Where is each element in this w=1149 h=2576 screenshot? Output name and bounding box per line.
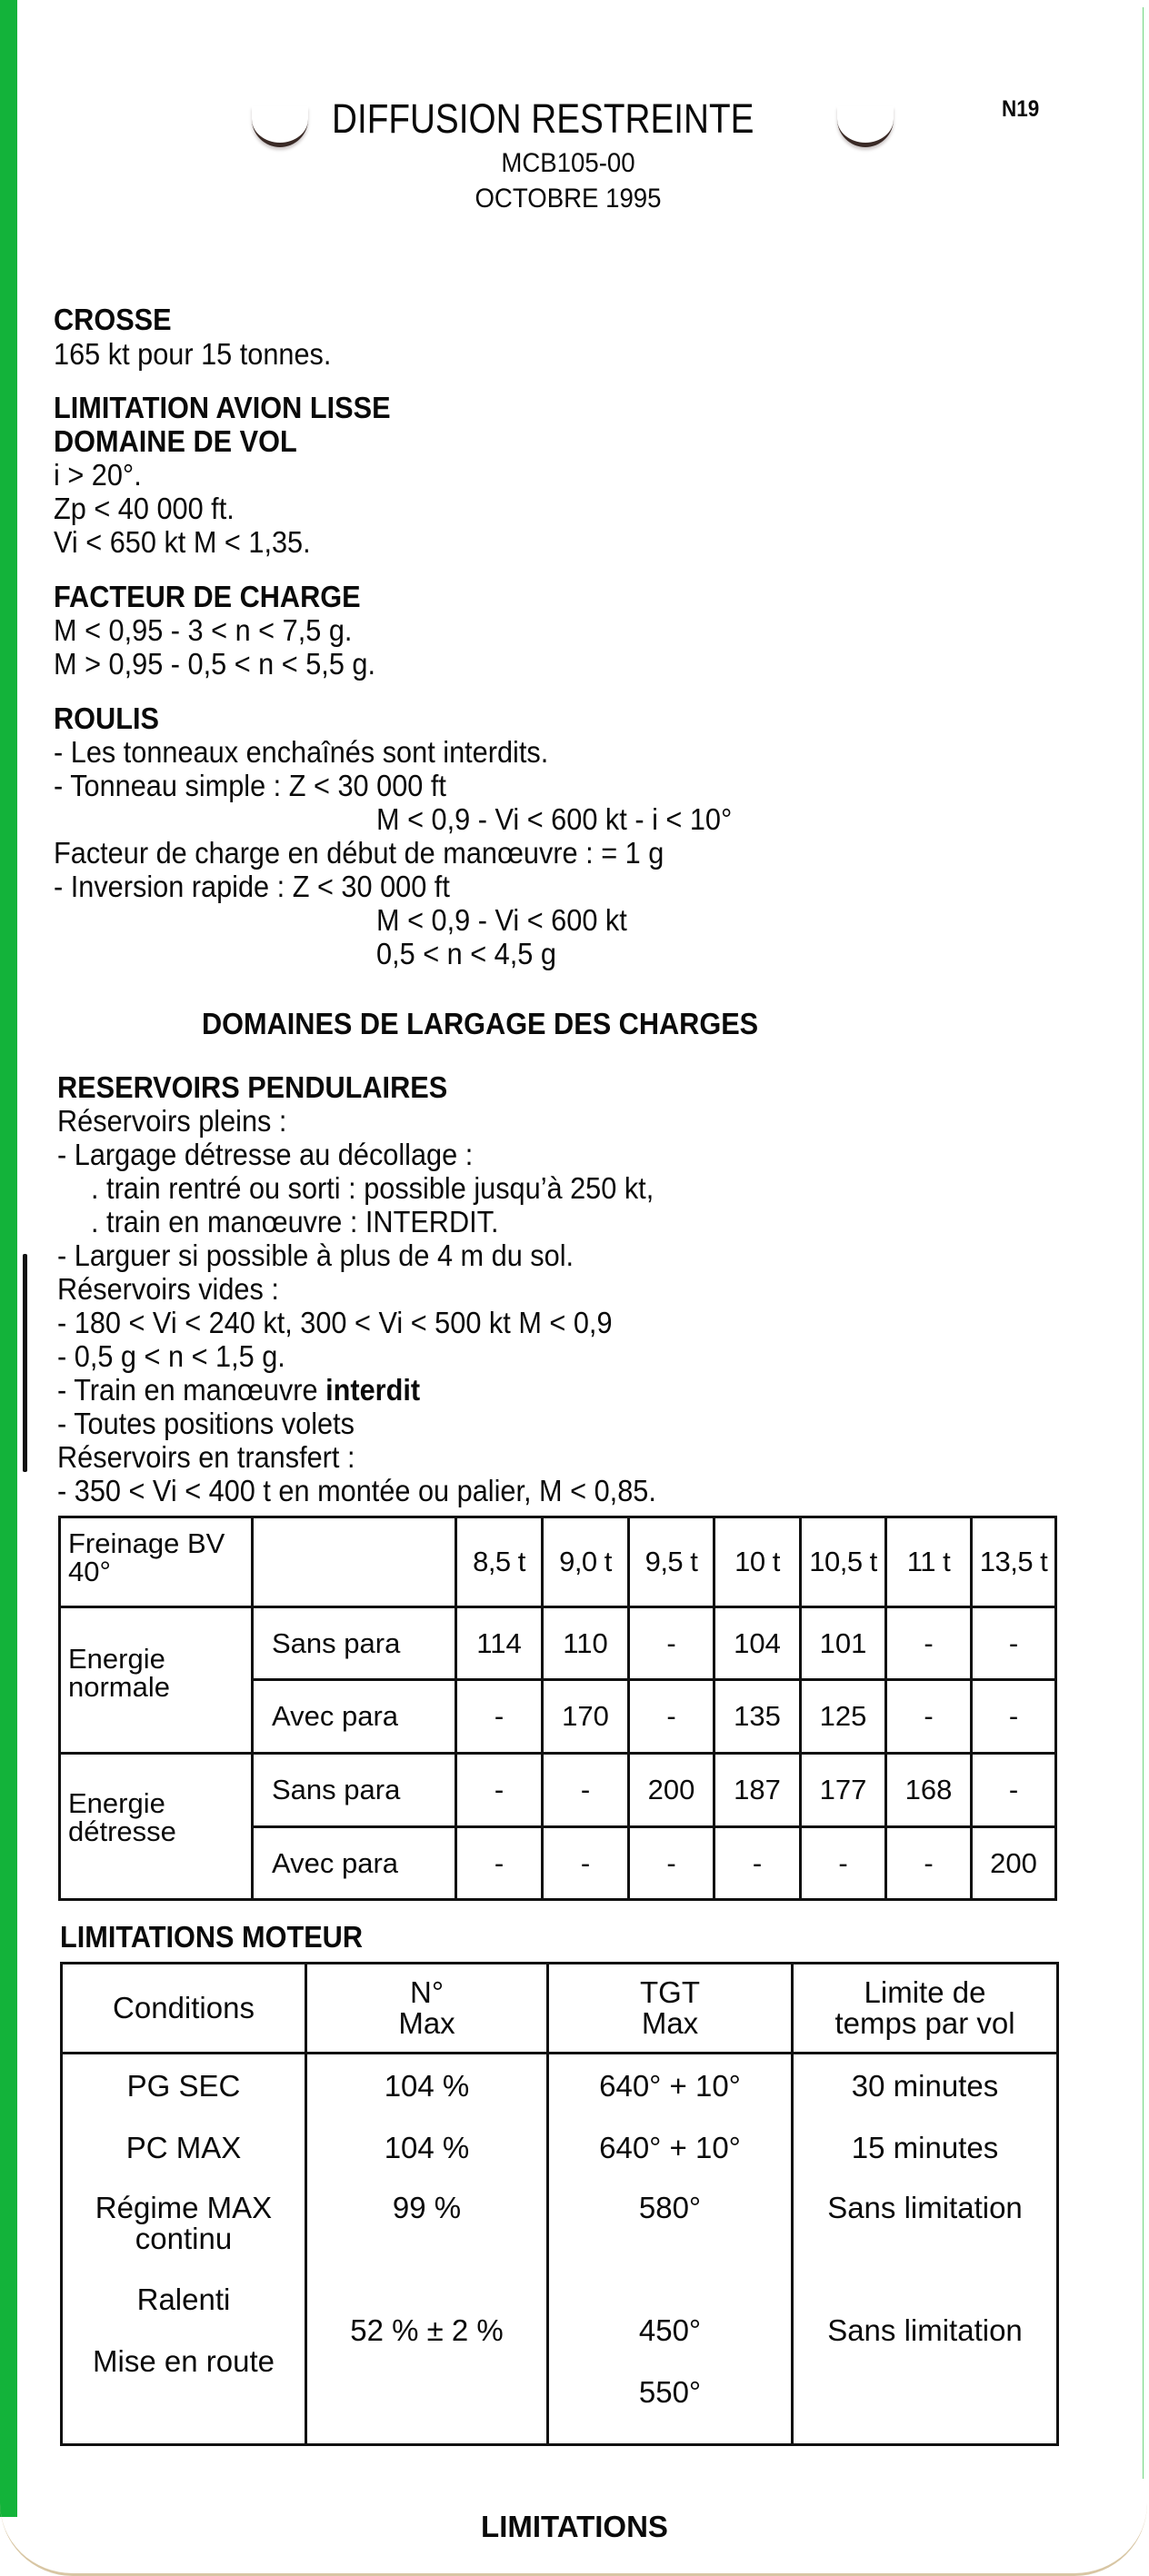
- table-cell: 170: [543, 1680, 629, 1754]
- freinage-table: [58, 1516, 1057, 1901]
- table-cell: -: [972, 1607, 1056, 1680]
- table-cell: 177: [801, 1754, 886, 1827]
- n-max-value: 104 %: [384, 2131, 470, 2164]
- footer-section-label: LIMITATIONS: [481, 2510, 668, 2543]
- group-label-energie-normale: Energie normale: [60, 1607, 253, 1754]
- green-edge-strip: [0, 0, 17, 2517]
- n-max-value: 52 % ± 2 %: [350, 2313, 504, 2347]
- table-cell: -: [456, 1680, 543, 1754]
- table-cell: -: [629, 1680, 714, 1754]
- header-limite-temps: Limite de temps par vol: [793, 1964, 1058, 2054]
- tgt-value: 580°: [638, 2191, 702, 2224]
- document-date: OCTOBRE 1995: [475, 184, 662, 214]
- roulis-line: M < 0,9 - Vi < 600 kt: [376, 903, 627, 937]
- row-label: Sans para: [253, 1607, 456, 1680]
- largage-line: . train rentré ou sorti : possible jusqu’à 250 kt,: [91, 1171, 654, 1205]
- table-cell: 200: [629, 1754, 714, 1827]
- table-cell: -: [629, 1607, 714, 1680]
- weight-column-header: 11 t: [886, 1517, 972, 1607]
- table-cell: -: [714, 1827, 801, 1900]
- table-cell: -: [972, 1680, 1056, 1754]
- limite-value: 30 minutes: [851, 2069, 999, 2103]
- freinage-empty-header: [253, 1517, 456, 1607]
- table-cell: 125: [801, 1680, 886, 1754]
- weight-column-header: 9,5 t: [629, 1517, 714, 1607]
- largage-line: Réservoirs en transfert :: [57, 1440, 355, 1474]
- table-cell: -: [543, 1827, 629, 1900]
- n-max-column: [306, 2054, 548, 2445]
- row-label: Avec para: [253, 1680, 456, 1754]
- table-cell: -: [456, 1827, 543, 1900]
- freinage-corner-cell: Freinage BV 40°: [60, 1517, 253, 1607]
- table-cell: -: [972, 1754, 1056, 1827]
- weight-column-header: 13,5 t: [972, 1517, 1056, 1607]
- table-cell: 168: [886, 1754, 972, 1827]
- table-cell: 104: [714, 1607, 801, 1680]
- group-label-energie-detresse: Energie détresse: [60, 1754, 253, 1900]
- table-cell: 101: [801, 1607, 886, 1680]
- limite-value: Sans limitation: [827, 2313, 1023, 2347]
- largage-line: . train en manœuvre : INTERDIT.: [91, 1205, 499, 1238]
- revision-change-bar: [23, 1254, 27, 1472]
- condition-regime-max: Régime MAX continu: [95, 2191, 273, 2255]
- tgt-value: 640° + 10°: [599, 2069, 741, 2103]
- row-label: Sans para: [253, 1754, 456, 1827]
- subheading-reservoirs-pendulaires: RESERVOIRS PENDULAIRES: [57, 1070, 448, 1104]
- tgt-max-column: [548, 2054, 793, 2445]
- largage-line: Réservoirs pleins :: [57, 1104, 287, 1138]
- roulis-line: - Tonneau simple : Z < 30 000 ft: [54, 769, 446, 802]
- punch-hole-left-icon: [252, 106, 308, 147]
- table-cell: -: [886, 1680, 972, 1754]
- document-code: MCB105-00: [501, 148, 635, 178]
- classification-title: DIFFUSION RESTREINTE: [332, 95, 754, 142]
- facteur-charge-line: M > 0,95 - 0,5 < n < 5,5 g.: [54, 647, 376, 681]
- table-cell: -: [801, 1827, 886, 1900]
- avion-lisse-line: Vi < 650 kt M < 1,35.: [54, 525, 311, 559]
- subheading-domaine-de-vol: DOMAINE DE VOL: [54, 424, 297, 458]
- largage-line: Réservoirs vides :: [57, 1272, 279, 1306]
- largage-line: - 350 < Vi < 400 t en montée ou palier, M < 0,85.: [57, 1474, 656, 1507]
- weight-column-header: 10,5 t: [801, 1517, 886, 1607]
- condition-pc-max: PC MAX: [125, 2131, 242, 2164]
- table-cell: -: [886, 1607, 972, 1680]
- header-n-max: N° Max: [306, 1964, 548, 2054]
- roulis-line: 0,5 < n < 4,5 g: [376, 937, 556, 970]
- moteur-body: [62, 2054, 1058, 2445]
- condition-ralenti-mise-en-route: Ralenti Mise en route: [93, 2283, 275, 2378]
- weight-column-header: 10 t: [714, 1517, 801, 1607]
- facteur-charge-line: M < 0,95 - 3 < n < 7,5 g.: [54, 613, 353, 647]
- roulis-line: - Inversion rapide : Z < 30 000 ft: [54, 870, 450, 903]
- table-row: [60, 1754, 1056, 1827]
- table-row: [60, 1607, 1056, 1680]
- largage-line: [57, 1373, 420, 1407]
- table-cell: 110: [543, 1607, 629, 1680]
- largage-line: - 0,5 g < n < 1,5 g.: [57, 1339, 285, 1373]
- roulis-line: M < 0,9 - Vi < 600 kt - i < 10°: [376, 802, 733, 836]
- table-cell: -: [629, 1827, 714, 1900]
- condition-pg-sec: PG SEC: [126, 2069, 241, 2103]
- weight-column-header: 8,5 t: [456, 1517, 543, 1607]
- section-heading-avion-lisse: LIMITATION AVION LISSE: [54, 391, 391, 424]
- avion-lisse-line: i > 20°.: [54, 458, 142, 492]
- roulis-line: Facteur de charge en début de manœuvre : = 1 g: [54, 836, 664, 870]
- avion-lisse-line: Zp < 40 000 ft.: [54, 492, 235, 525]
- freinage-header-row: [60, 1517, 1056, 1607]
- roulis-line: - Les tonneaux enchaînés sont interdits.: [54, 735, 549, 769]
- table-cell: -: [543, 1754, 629, 1827]
- largage-line: - 180 < Vi < 240 kt, 300 < Vi < 500 kt M < 0,9: [57, 1306, 613, 1339]
- largage-line: - Largage détresse au décollage :: [57, 1138, 474, 1171]
- table-cell: 187: [714, 1754, 801, 1827]
- row-label: Avec para: [253, 1827, 456, 1900]
- section-heading-roulis: ROULIS: [54, 701, 159, 735]
- table-cell: 114: [456, 1607, 543, 1680]
- table-cell: -: [456, 1754, 543, 1827]
- crosse-line: 165 kt pour 15 tonnes.: [54, 337, 332, 371]
- section-heading-facteur-charge: FACTEUR DE CHARGE: [54, 580, 361, 613]
- table-cell: -: [886, 1827, 972, 1900]
- interdit-emphasis: interdit: [325, 1373, 421, 1407]
- limite-temps-column: [793, 2054, 1058, 2445]
- page-right-edge: [1143, 7, 1144, 2479]
- punch-hole-right-icon: [837, 106, 894, 147]
- tgt-value: 640° + 10°: [599, 2131, 741, 2164]
- page-id: N19: [1002, 96, 1040, 122]
- limite-value: 15 minutes: [851, 2131, 999, 2164]
- section-heading-moteur: LIMITATIONS MOTEUR: [60, 1920, 364, 1954]
- largage-line-text: - Train en manœuvre: [57, 1373, 326, 1407]
- n-max-value: 104 %: [384, 2069, 470, 2103]
- weight-column-header: 9,0 t: [543, 1517, 629, 1607]
- n-max-value: 99 %: [392, 2191, 462, 2224]
- largage-line: - Larguer si possible à plus de 4 m du sol.: [57, 1238, 574, 1272]
- moteur-table: [60, 1962, 1059, 2446]
- section-heading-largage: DOMAINES DE LARGAGE DES CHARGES: [202, 1007, 759, 1040]
- conditions-column: [62, 2054, 306, 2445]
- table-cell: 200: [972, 1827, 1056, 1900]
- limite-value: Sans limitation: [827, 2191, 1023, 2224]
- moteur-header-row: [62, 1964, 1058, 2054]
- table-cell: 135: [714, 1680, 801, 1754]
- tgt-ralenti-mise-en-route: 450° 550°: [638, 2313, 702, 2409]
- largage-line: - Toutes positions volets: [57, 1407, 355, 1440]
- header-tgt-max: TGT Max: [548, 1964, 793, 2054]
- section-heading-crosse: CROSSE: [54, 303, 172, 336]
- header-conditions: Conditions: [62, 1964, 306, 2054]
